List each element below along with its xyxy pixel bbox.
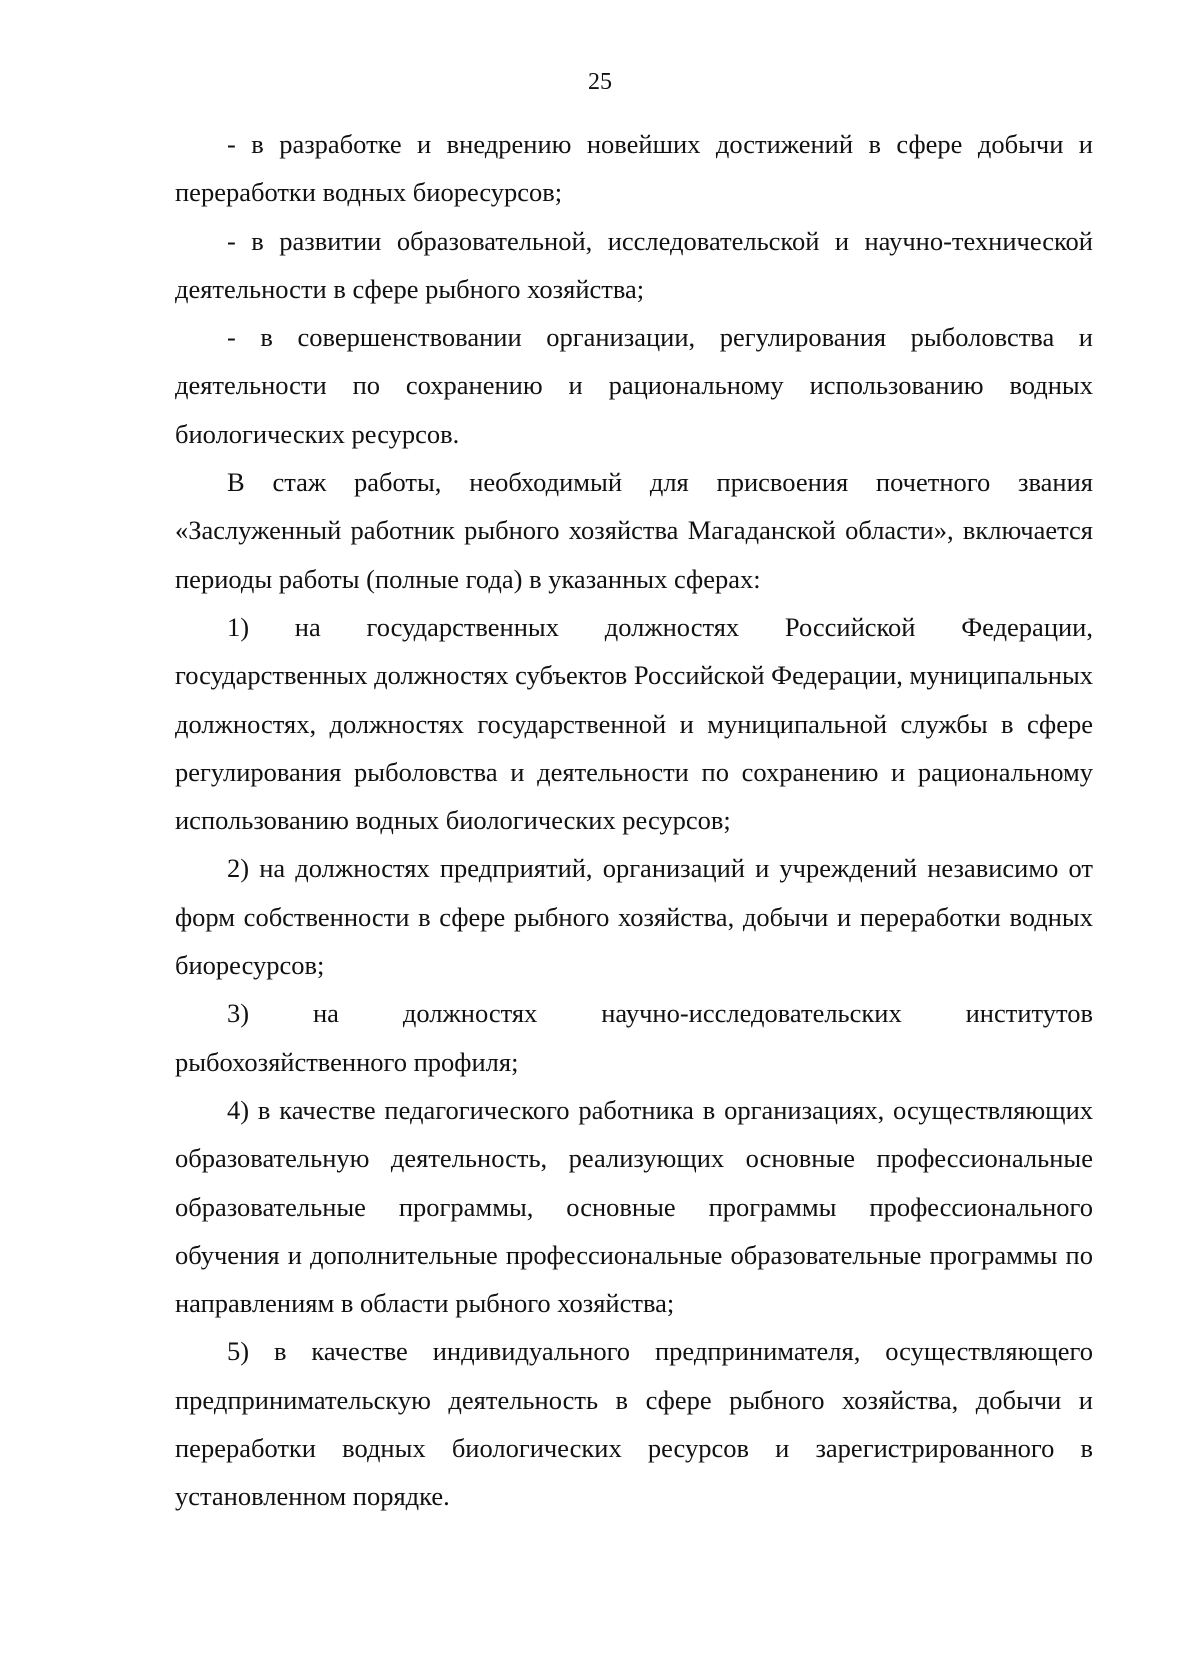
document-body	[175, 120, 1093, 1521]
paragraph-item-5: 5) в качестве индивидуального предпринимателя, осуществляющего предпринимательскую деятельность в сфере рыбного хозяйства, добычи и переработки водных биологических ресурсов и зарегистрированного в установленном порядке.	[175, 1336, 1093, 1512]
paragraph-item-4: 4) в качестве педагогического работника в организациях, осуществляющих образовательную деятельность, реализующих основные профессиональные образовательные программы, основные программы профессионального обучения и дополнительные профессиональные образовательные программы по направлениям в области рыбного хозяйства;	[175, 1094, 1093, 1319]
paragraph-bullet-2: - в развитии образовательной, исследовательской и научно-технической деятельности в сфере рыбного хозяйства;	[175, 225, 1093, 304]
page-number: 25	[588, 69, 612, 95]
paragraph-item-1: 1) на государственных должностях Российской Федерации, государственных должностях субъектов Российской Федерации, муниципальных должностях, должностях государственной и муниципальной службы в сфере регулирования рыболовства и деятельности по сохранению и рациональному использованию водных биологических ресурсов;	[175, 611, 1094, 836]
paragraph-bullet-1: - в разработке и внедрению новейших достижений в сфере добычи и переработки водных биоресурсов;	[175, 129, 1093, 208]
paragraph-item-2: 2) на должностях предприятий, организаций и учреждений независимо от форм собственности в сфере рыбного хозяйства, добычи и переработки водных биоресурсов;	[175, 853, 1093, 981]
paragraph-item-3: 3) на должностях научно-исследовательских институтов рыбохозяйственного профиля;	[175, 998, 1093, 1077]
paragraph-seniority-intro: В стаж работы, необходимый для присвоения почетного звания «Заслуженный работник рыбного хозяйства Магаданской области», включается периоды работы (полные года) в указанных сферах:	[175, 467, 1093, 594]
paragraph-bullet-3: - в совершенствовании организации, регулирования рыболовства и деятельности по сохранению и рациональному использованию водных биологических ресурсов.	[175, 322, 1093, 449]
